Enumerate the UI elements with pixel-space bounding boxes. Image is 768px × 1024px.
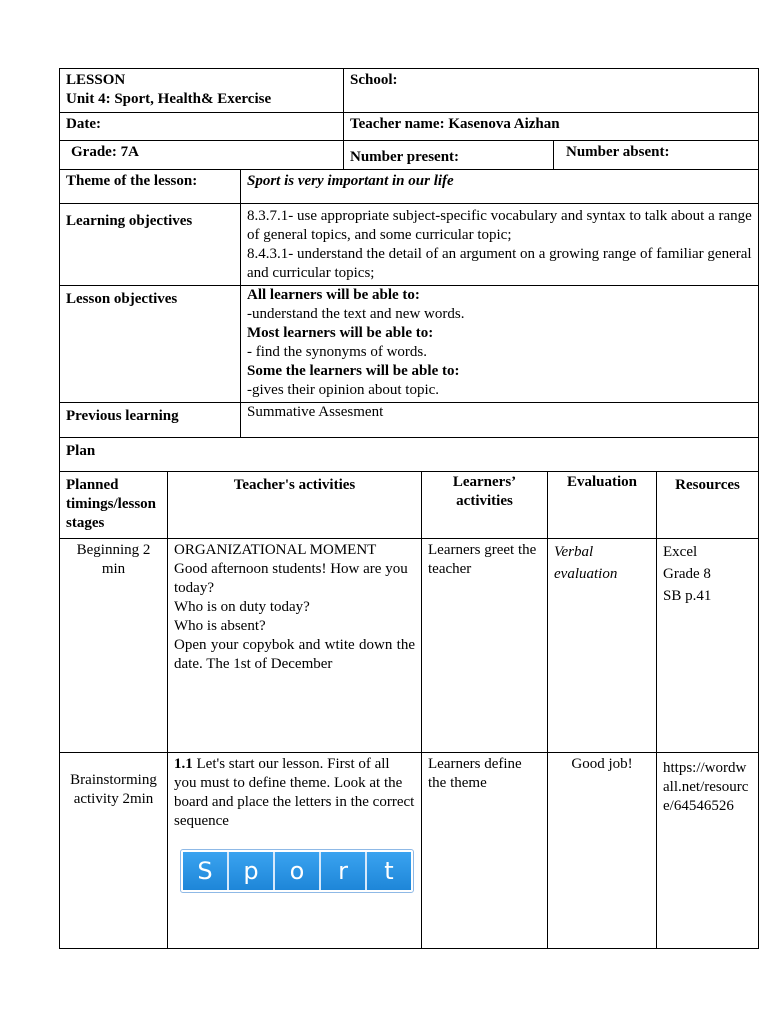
letter-tile[interactable]: t <box>367 852 411 890</box>
letter-tile[interactable]: S <box>183 852 229 890</box>
lesson-label: LESSON <box>66 72 126 88</box>
some-learners-heading: Some the learners will be able to: <box>247 363 460 379</box>
some-learners-text: -gives their opinion about topic. <box>247 382 440 398</box>
stage-beginning: Beginning 2 min <box>60 539 168 753</box>
plan-label: Plan <box>60 438 759 472</box>
header-teacher-activities: Teacher's activities <box>168 472 422 539</box>
learners-activity-beginning: Learners greet the teacher <box>422 539 548 753</box>
teacher-line: Who is absent? <box>174 618 266 634</box>
lesson-objectives-label: Lesson objectives <box>60 286 241 403</box>
stage-brainstorming: Brainstorming activity 2min <box>60 753 168 949</box>
teacher-name: Teacher name: Kasenova Aizhan <box>344 113 759 141</box>
resources-beginning <box>657 539 759 753</box>
evaluation-brainstorming: Good job! <box>548 753 657 949</box>
teacher-line: Good afternoon students! How are you today? <box>174 561 408 596</box>
letter-tile[interactable]: p <box>229 852 275 890</box>
letter-tile[interactable]: o <box>275 852 321 890</box>
all-learners-heading: All learners will be able to: <box>247 287 420 303</box>
date-label: Date: <box>60 113 344 141</box>
organizational-moment-title: ORGANIZATIONAL MOMENT <box>174 542 377 558</box>
grade-label: Grade: 7A <box>60 141 344 170</box>
teacher-line: Who is on duty today? <box>174 599 310 615</box>
learning-objective: 8.3.7.1- use appropriate subject-specific vocabulary and syntax to talk about a range of general topics, and some curricular topic; <box>247 208 752 243</box>
previous-learning-label: Previous learning <box>60 403 241 438</box>
header-learners-activities: Learners’ activities <box>422 472 548 539</box>
objectives-table <box>59 169 759 472</box>
resource-item: SB p.41 <box>663 588 712 604</box>
theme-value: Sport is very important in our life <box>241 170 759 204</box>
teacher-line: Open your copybok and wtite down the date. The 1st of December <box>174 637 415 672</box>
learning-objectives-cell <box>241 204 759 286</box>
unit-title: Unit 4: Sport, Health& Exercise <box>66 91 272 107</box>
lesson-cell <box>60 69 344 113</box>
previous-learning-value: Summative Assesment <box>241 403 759 438</box>
school-label: School: <box>344 69 759 113</box>
letter-tile[interactable]: r <box>321 852 367 890</box>
evaluation-beginning: Verbal evaluation <box>548 539 657 753</box>
number-absent-label: Number absent: <box>554 141 759 170</box>
resource-item: Excel <box>663 544 698 560</box>
most-learners-heading: Most learners will be able to: <box>247 325 434 341</box>
header-resources: Resources <box>657 472 759 539</box>
letter-tiles <box>180 849 414 893</box>
learning-objective: 8.4.3.1- understand the detail of an argument on a growing range of familiar general and curricular topics; <box>247 246 752 281</box>
header-evaluation: Evaluation <box>548 472 657 539</box>
resource-item: Grade 8 <box>663 566 711 582</box>
lesson-objectives-cell <box>241 286 759 403</box>
activity-text: Let's start our lesson. First of all you must to define theme. Look at the board and place the letters in the correct sequence <box>174 756 415 829</box>
learners-activity-brainstorming: Learners define the theme <box>422 753 548 949</box>
lesson-plan-document <box>59 68 758 949</box>
all-learners-text: -understand the text and new words. <box>247 306 465 322</box>
learning-objectives-label: Learning objectives <box>60 204 241 286</box>
header-table <box>59 68 759 170</box>
most-learners-text: - find the synonyms of words. <box>247 344 427 360</box>
header-timings: Planned timings/lesson stages <box>60 472 168 539</box>
theme-label: Theme of the lesson: <box>60 170 241 204</box>
teacher-activity-brainstorming <box>168 753 422 949</box>
resource-link[interactable]: https://wordwall.net/resource/64546526 <box>657 753 759 949</box>
plan-table <box>59 471 759 949</box>
number-present-label: Number present: <box>344 141 554 170</box>
activity-number: 1.1 <box>174 756 193 772</box>
teacher-activity-beginning <box>168 539 422 753</box>
